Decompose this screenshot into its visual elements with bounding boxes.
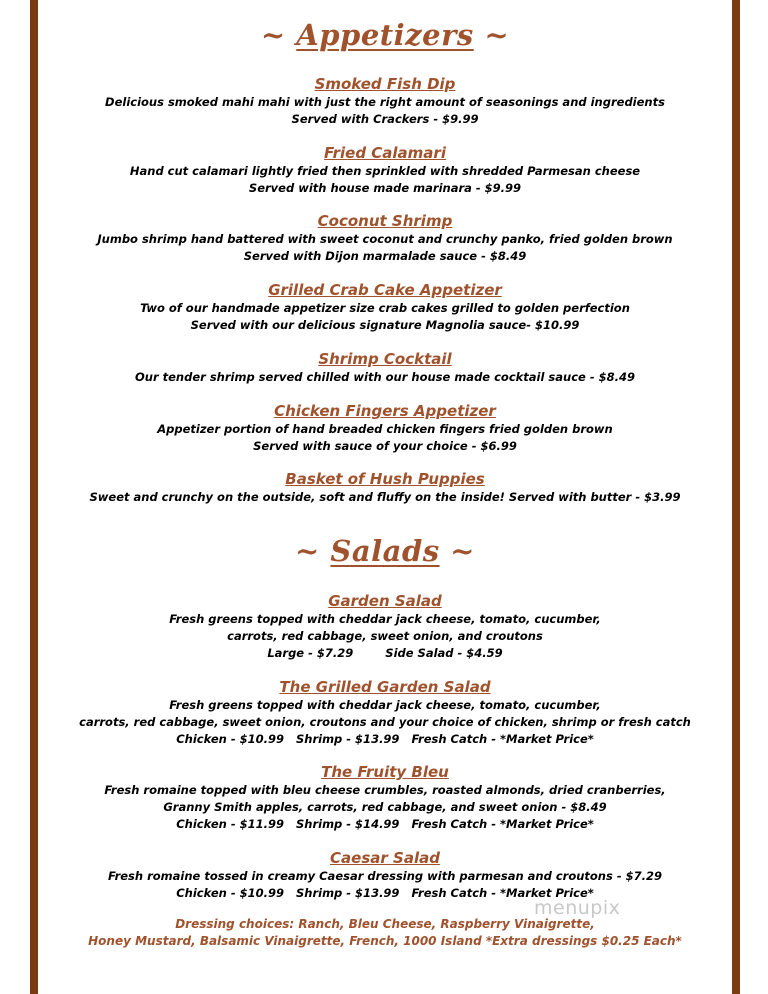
- item-description: Fresh greens topped with cheddar jack cheese, tomato, cucumber,: [169, 698, 601, 712]
- salads-title: ~ Salads ~: [295, 534, 475, 568]
- item-price-line: Served with Crackers - $9.99: [291, 112, 479, 126]
- item-price-line: Served with our delicious signature Magnolia sauce- $10.99: [190, 318, 580, 332]
- item-description: Sweet and crunchy on the outside, soft and fluffy on the inside! Served with butter - $3.99: [89, 490, 681, 504]
- item-price-line: Served with house made marinara - $9.99: [248, 181, 522, 195]
- menu-item-chicken-fingers: [40, 401, 730, 455]
- menu-item-fruity-bleu: [40, 762, 730, 833]
- watermark: menupix: [534, 897, 621, 919]
- item-name: Garden Salad: [328, 592, 442, 610]
- item-description: Our tender shrimp served chilled with our house made cocktail sauce - $8.49: [134, 370, 635, 384]
- item-description: Appetizer portion of hand breaded chicken fingers fried golden brown: [157, 422, 613, 436]
- item-price-line: Chicken - $10.99 Shrimp - $13.99 Fresh Catch - *Market Price*: [176, 732, 594, 746]
- item-name: Chicken Fingers Appetizer: [274, 402, 496, 420]
- menu-item-fried-calamari: [40, 143, 730, 197]
- item-description: Fresh romaine topped with bleu cheese crumbles, roasted almonds, dried cranberries,: [104, 783, 666, 797]
- item-description: carrots, red cabbage, sweet onion, and croutons: [227, 629, 543, 643]
- item-price-line: Served with Dijon marmalade sauce - $8.49: [243, 249, 527, 263]
- dressing-line: Honey Mustard, Balsamic Vinaigrette, French, 1000 Island *Extra dressings $0.25 Each*: [88, 934, 682, 948]
- item-description: Two of our handmade appetizer size crab cakes grilled to golden perfection: [140, 301, 630, 315]
- item-description: Jumbo shrimp hand battered with sweet coconut and crunchy panko, fried golden brown: [97, 232, 673, 246]
- item-price-line: Served with sauce of your choice - $6.99: [253, 439, 517, 453]
- menu-item-garden-salad: [40, 591, 730, 662]
- dressing-choices: [40, 916, 730, 950]
- item-name: Coconut Shrimp: [317, 212, 453, 230]
- item-description: Granny Smith apples, carrots, red cabbage, and sweet onion - $8.49: [163, 800, 607, 814]
- menu-item-shrimp-cocktail: [40, 349, 730, 386]
- left-border: [30, 0, 38, 994]
- item-description: Delicious smoked mahi mahi with just the right amount of seasonings and ingredients: [105, 95, 665, 109]
- item-name: Basket of Hush Puppies: [285, 470, 485, 488]
- item-name: Shrimp Cocktail: [318, 350, 452, 368]
- item-price-line: Chicken - $10.99 Shrimp - $13.99 Fresh Catch - *Market Price*: [176, 886, 594, 900]
- menu-item-coconut-shrimp: [40, 211, 730, 265]
- item-name: Grilled Crab Cake Appetizer: [268, 281, 502, 299]
- appetizers-title: ~ Appetizers ~: [260, 18, 510, 52]
- item-name: The Grilled Garden Salad: [279, 678, 491, 696]
- item-description: carrots, red cabbage, sweet onion, croutons and your choice of chicken, shrimp or fresh catch: [79, 715, 691, 729]
- item-price-line: Chicken - $11.99 Shrimp - $14.99 Fresh Catch - *Market Price*: [176, 817, 594, 831]
- menu-item-grilled-crab-cake: [40, 280, 730, 334]
- item-description: Fresh romaine tossed in creamy Caesar dressing with parmesan and croutons - $7.29: [107, 869, 662, 883]
- item-name: Fried Calamari: [324, 144, 446, 162]
- item-name: Smoked Fish Dip: [314, 75, 456, 93]
- item-price-line: Large - $7.29 Side Salad - $4.59: [267, 646, 503, 660]
- item-description: Fresh greens topped with cheddar jack cheese, tomato, cucumber,: [169, 612, 601, 626]
- dressing-line: Dressing choices: Ranch, Bleu Cheese, Raspberry Vinaigrette,: [175, 917, 595, 931]
- item-name: The Fruity Bleu: [321, 763, 449, 781]
- item-description: Hand cut calamari lightly fried then sprinkled with shredded Parmesan cheese: [129, 164, 641, 178]
- menu-item-grilled-garden-salad: [40, 677, 730, 748]
- menu-item-hush-puppies: [40, 469, 730, 506]
- right-border: [732, 0, 740, 994]
- menu-item-caesar-salad: [40, 848, 730, 902]
- menu-item-smoked-fish-dip: [40, 74, 730, 128]
- item-name: Caesar Salad: [330, 849, 440, 867]
